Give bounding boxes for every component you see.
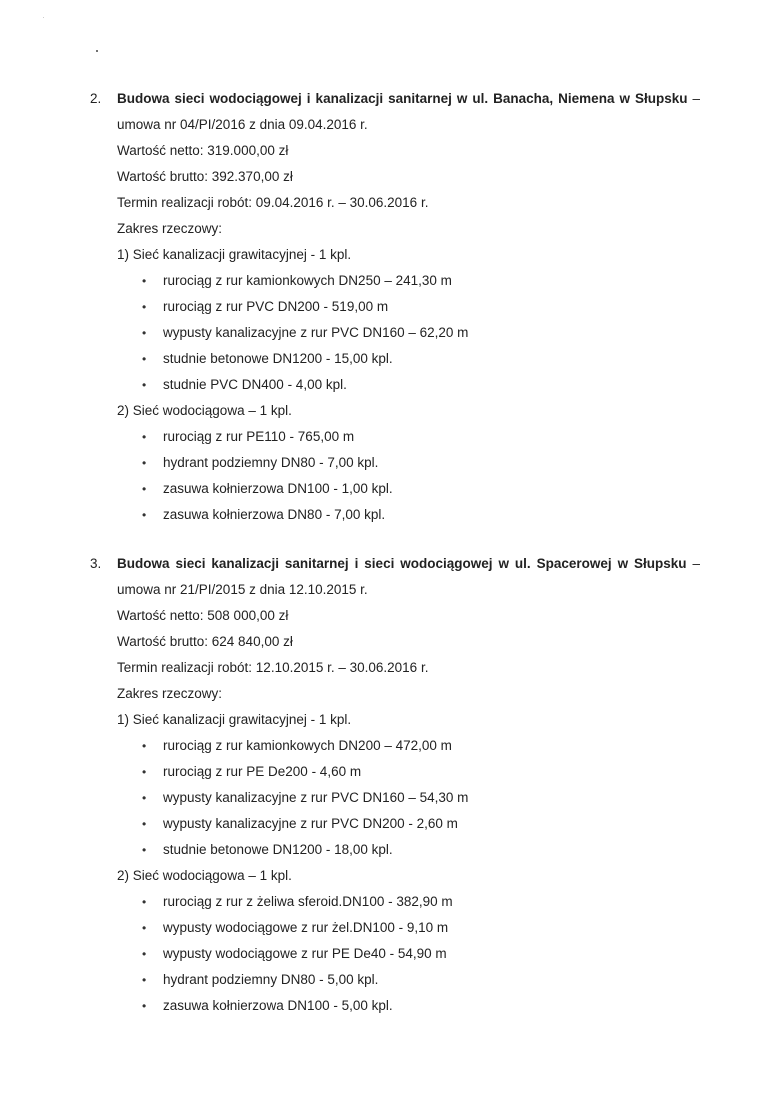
list-item: • studnie betonowe DN1200 - 18,00 kpl. (142, 837, 700, 863)
gross-value: Wartość brutto: 624 840,00 zł (117, 634, 293, 649)
section-number: 2. (90, 91, 102, 106)
list-item: • wypusty kanalizacyjne z rur PVC DN160 – 54,30 m (142, 785, 700, 811)
subsection-label: 1) Sieć kanalizacji grawitacyjnej - 1 kpl. (117, 712, 352, 727)
scan-speck (43, 17, 44, 18)
net-value: Wartość netto: 319.000,00 zł (117, 143, 289, 158)
section-title (117, 86, 700, 138)
section-title-bold: Budowa sieci wodociągowej i kanalizacji sanitarnej w ul. Banacha, Niemena w Słupsku (117, 91, 688, 106)
list-item: • rurociąg z rur PE110 - 765,00 m (142, 424, 700, 450)
list-item: • hydrant podziemny DN80 - 7,00 kpl. (142, 450, 700, 476)
list-item: • wypusty kanalizacyjne z rur PVC DN160 – 62,20 m (142, 320, 700, 346)
list-item: • rurociąg z rur z żeliwa sferoid.DN100 - 382,90 m (142, 889, 700, 915)
subsection-label: 2) Sieć wodociągowa – 1 kpl. (117, 403, 292, 418)
list-item: • studnie betonowe DN1200 - 15,00 kpl. (142, 346, 700, 372)
list-item: • zasuwa kołnierzowa DN100 - 5,00 kpl. (142, 993, 700, 1019)
work-term: Termin realizacji robót: 09.04.2016 r. – 30.06.2016 r. (117, 195, 429, 210)
scan-speck (96, 50, 98, 52)
list-item: • rurociąg z rur kamionkowych DN250 – 241,30 m (142, 268, 700, 294)
list-item: • zasuwa kołnierzowa DN80 - 7,00 kpl. (142, 502, 700, 528)
list-item: • wypusty wodociągowe z rur żel.DN100 - 9,10 m (142, 915, 700, 941)
list-section-2 (90, 86, 700, 528)
scope-heading: Zakres rzeczowy: (117, 686, 223, 701)
work-term: Termin realizacji robót: 12.10.2015 r. – 30.06.2016 r. (117, 660, 429, 675)
list-item: • studnie PVC DN400 - 4,00 kpl. (142, 372, 700, 398)
section-number: 3. (90, 556, 102, 571)
subsection-label: 1) Sieć kanalizacji grawitacyjnej - 1 kpl. (117, 247, 352, 262)
subsection-label: 2) Sieć wodociągowa – 1 kpl. (117, 868, 292, 883)
list-item: • rurociąg z rur kamionkowych DN200 – 472,00 m (142, 733, 700, 759)
scope-heading: Zakres rzeczowy: (117, 221, 223, 236)
list-item: • zasuwa kołnierzowa DN100 - 1,00 kpl. (142, 476, 700, 502)
list-item: • rurociąg z rur PVC DN200 - 519,00 m (142, 294, 700, 320)
gross-value: Wartość brutto: 392.370,00 zł (117, 169, 293, 184)
list-section-3 (90, 551, 700, 1019)
list-item: • wypusty kanalizacyjne z rur PVC DN200 - 2,60 m (142, 811, 700, 837)
net-value: Wartość netto: 508 000,00 zł (117, 608, 289, 623)
section-title-bold: Budowa sieci kanalizacji sanitarnej i sieci wodociągowej w ul. Spacerowej w Słupsku (117, 556, 687, 571)
list-item: • hydrant podziemny DN80 - 5,00 kpl. (142, 967, 700, 993)
section-contract: – umowa nr 21/PI/2015 z dnia 12.10.2015 r. (117, 556, 700, 597)
section-contract: – umowa nr 04/PI/2016 z dnia 09.04.2016 r. (117, 91, 700, 132)
list-item: • rurociąg z rur PE De200 - 4,60 m (142, 759, 700, 785)
list-item: • wypusty wodociągowe z rur PE De40 - 54,90 m (142, 941, 700, 967)
section-title (117, 551, 700, 603)
